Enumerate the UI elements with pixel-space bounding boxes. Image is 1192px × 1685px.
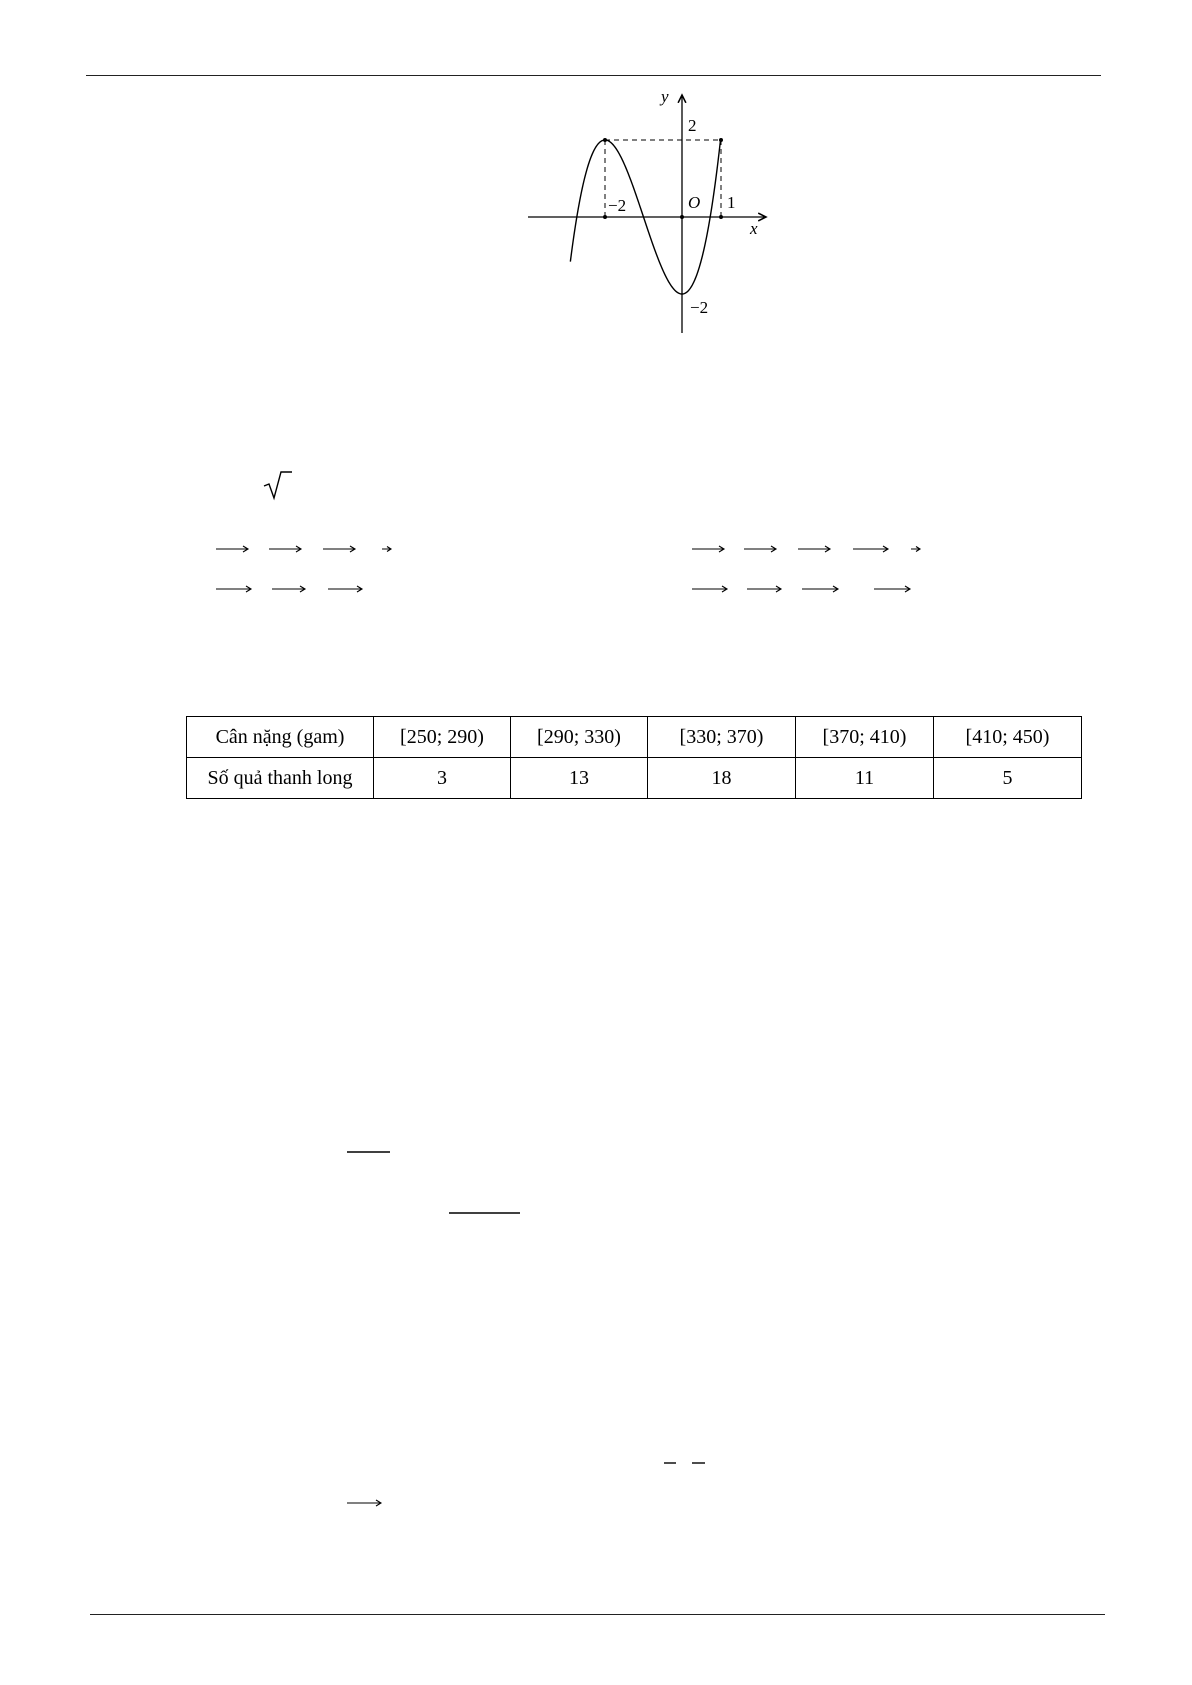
- vector-arrows-row-2-right: [692, 584, 912, 594]
- table-cell: [290; 330): [511, 717, 648, 758]
- table-cell: 5: [934, 758, 1082, 799]
- table-cell: [330; 370): [648, 717, 796, 758]
- table-cell: 11: [796, 758, 934, 799]
- footer-rule: [90, 1614, 1105, 1615]
- vector-arrow: [347, 1498, 383, 1508]
- table-cell: Cân nặng (gam): [187, 717, 374, 758]
- label-x-1: 1: [727, 193, 736, 212]
- table-cell: 3: [374, 758, 511, 799]
- fraction-bars-pair: [664, 1461, 706, 1465]
- label-x-neg2: −2: [608, 196, 627, 215]
- vector-arrows-row-1-right: [692, 544, 932, 554]
- y-axis-label: y: [661, 90, 669, 106]
- table-cell: [370; 410): [796, 717, 934, 758]
- origin-label: O: [688, 193, 701, 212]
- table-cell: [250; 290): [374, 717, 511, 758]
- label-y-min: −2: [690, 298, 709, 317]
- weight-frequency-table: [186, 716, 1082, 799]
- table-cell: 13: [511, 758, 648, 799]
- x-axis-label: x: [750, 219, 758, 238]
- table-row: [187, 758, 1082, 799]
- table-header-row: [187, 717, 1082, 758]
- table-cell: 18: [648, 758, 796, 799]
- vector-arrows-row-1-left: [216, 544, 396, 554]
- point-origin: [680, 215, 684, 219]
- point-x-neg2: [603, 215, 607, 219]
- label-y-max: 2: [688, 116, 697, 135]
- point-x-1: [719, 215, 723, 219]
- table-cell: [410; 450): [934, 717, 1082, 758]
- header-rule: [86, 75, 1101, 76]
- fraction-bar: [347, 1150, 391, 1154]
- fraction-bar: [449, 1211, 521, 1215]
- sqrt-symbol: [262, 470, 292, 500]
- cubic-function-graph: [520, 90, 780, 340]
- table-cell: Số quả thanh long: [187, 758, 374, 799]
- vector-arrows-row-2-left: [216, 584, 366, 594]
